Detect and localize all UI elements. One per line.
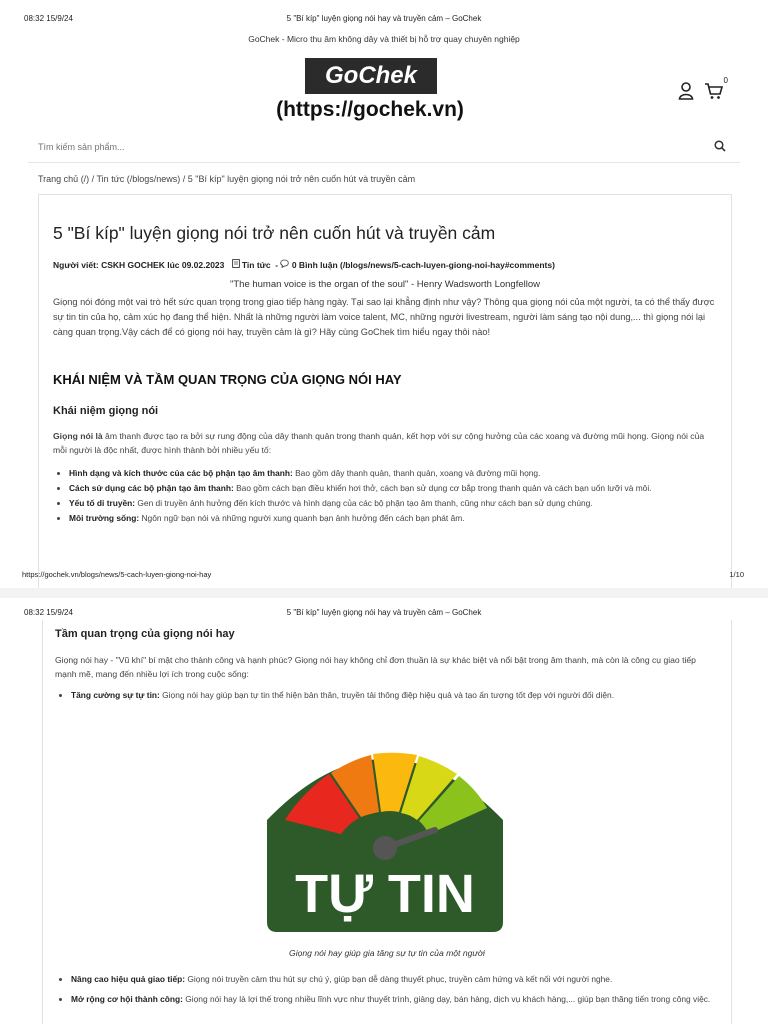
list-item-text: Bao gồm cách bạn điều khiển hơi thở, cách bạn sử dụng cơ bắp trong thanh quản và cách bạn uốn lưỡi và môi. xyxy=(233,483,652,493)
print-page-number: 1/10 xyxy=(729,570,744,579)
site-logo-url[interactable]: (https://gochek.vn) xyxy=(276,98,464,121)
list-item-text: Giọng nói truyền cảm thu hút sự chú ý, giúp bạn dễ dàng thuyết phục, truyền cảm hứng và kết nối với người nghe. xyxy=(185,974,613,984)
print-date: 08:32 15/9/24 xyxy=(24,14,73,23)
account-icon[interactable] xyxy=(678,82,694,105)
list-item-text: Ngôn ngữ bạn nói và những người xung quanh bạn ảnh hưởng đến cách bạn phát âm. xyxy=(139,513,465,523)
cart-count: 0 xyxy=(723,76,728,85)
list-item-text: Gen di truyền ảnh hưởng đến kích thước và hình dạng của các bộ phận tạo âm thanh, cũng như cách bạn sử dụng chúng. xyxy=(135,498,593,508)
confidence-gauge-image xyxy=(267,736,503,932)
list-item xyxy=(71,972,737,986)
site-tagline: GoChek - Micro thu âm không dây và thiết bị hỗ trợ quay chuyên nghiệp xyxy=(248,34,520,44)
search-icon[interactable] xyxy=(714,139,728,153)
list-item-label: Nâng cao hiệu quả giao tiếp: xyxy=(71,974,186,984)
list-item xyxy=(69,512,735,525)
subheading-importance: Tầm quan trọng của giọng nói hay xyxy=(55,628,235,640)
article-container xyxy=(38,194,732,588)
article-quote: "The human voice is the organ of the soul" - Henry Wadsworth Longfellow xyxy=(229,279,541,290)
meta-comments[interactable]: 0 Bình luận (/blogs/news/5-cach-luyen-giong-noi-hay#comments) xyxy=(291,260,555,270)
gauge-hub xyxy=(373,836,397,860)
section-heading: KHÁI NIỆM VÀ TẦM QUAN TRỌNG CỦA GIỌNG NÓI HAY xyxy=(53,372,402,387)
cart-icon[interactable] xyxy=(704,76,728,105)
definition-paragraph xyxy=(53,429,719,457)
print-page-2 xyxy=(0,598,768,1024)
article-title: 5 "Bí kíp" luyện giọng nói trở nên cuốn hút và truyền cảm xyxy=(53,223,496,243)
comment-icon xyxy=(280,260,291,270)
list-item-label: Cách sử dụng các bộ phận tạo âm thanh: xyxy=(69,483,234,493)
meta-category[interactable]: Tin tức xyxy=(241,260,271,270)
article-container-2 xyxy=(42,620,732,1024)
print-date: 08:32 15/9/24 xyxy=(24,608,73,617)
list-item xyxy=(71,689,737,702)
gauge-label: TỰ TIN xyxy=(295,864,475,924)
print-doc-title: 5 "Bí kíp" luyện giọng nói hay và truyền cảm – GoChek xyxy=(286,608,482,617)
importance-paragraph: Giọng nói hay - "Vũ khí" bí mật cho thành công và hạnh phúc? Giọng nói hay không chỉ đơn thuần là sự khác biệt và nổi bật trong âm thanh, mà còn là công cụ giao tiếp mạnh mẽ, mang đến nhiều lợi ích trong cuộc sống: xyxy=(55,655,696,679)
list-item xyxy=(69,467,735,480)
list-item-label: Yếu tố di truyền: xyxy=(69,498,136,508)
list-item-text: Giọng nói hay là lợi thế trong nhiều lĩnh vực như thuyết trình, giảng dạy, bán hàng, dịch vụ khách hàng,... giúp bạn thăng tiến trong công việc. xyxy=(182,994,711,1004)
breadcrumb[interactable]: Trang chủ (/) / Tin tức (/blogs/news) / 5 "Bí kíp" luyện giọng nói trở nên cuốn hút và truyền cảm xyxy=(38,174,416,184)
factor-list xyxy=(53,467,735,527)
meta-author: Người viết: CSKH GOCHEK lúc 09.02.2023 xyxy=(53,260,225,270)
list-item xyxy=(69,497,735,510)
list-item-label: Môi trường sống: xyxy=(69,513,140,523)
list-item-label: Hình dạng và kích thước của các bộ phận tạo âm thanh: xyxy=(69,468,293,478)
list-item xyxy=(69,482,735,495)
article-intro: Giọng nói đóng một vai trò hết sức quan trọng trong giao tiếp hàng ngày. Tại sao lại khẳng định như vậy? Thông qua giọng nói của một người, ta có thể thấy được sự tin tin của họ, cảm xúc họ đang thể hiện. Nhất là những người làm voice talent, MC, những người livestream, người làm sáng tạo nội dung,... thì giọng nói lại càng quan trọng.Vậy cách để có giọng nói hay, truyền cảm là gì? Hãy cùng GoChek tìm hiểu ngay thôi nào! xyxy=(53,297,715,337)
benefit-list xyxy=(55,689,737,704)
list-item xyxy=(71,992,737,1006)
list-item-text: Giọng nói hay giúp bạn tự tin thể hiện bản thân, truyền tải thông điệp hiệu quả và tạo ấn tượng tốt đẹp với người đối diện. xyxy=(159,690,615,700)
print-doc-title: 5 "Bí kíp" luyện giọng nói hay và truyền cảm – GoChek xyxy=(286,14,482,23)
print-footer-url: https://gochek.vn/blogs/news/5-cach-luyen-giong-noi-hay xyxy=(22,570,212,579)
definition-term: Giọng nói là xyxy=(53,431,103,441)
subheading-definition: Khái niệm giọng nói xyxy=(53,405,159,417)
benefit-list-more xyxy=(55,972,737,1012)
header-icons xyxy=(678,76,728,105)
search-bar xyxy=(28,134,740,163)
list-item-text: Bao gồm dây thanh quản, thanh quản, xoang và đường mũi họng. xyxy=(292,468,541,478)
list-item-label: Mở rộng cơ hội thành công: xyxy=(71,994,183,1004)
article-meta: Người viết: CSKH GOCHEK lúc 09.02.2023 Tin tức - 0 Bình luận (/blogs/news/5-cach-luyen-giong-noi-hay#comments) xyxy=(53,260,555,270)
site-logo[interactable]: GoChek xyxy=(305,58,437,94)
image-caption: Giọng nói hay giúp gia tăng sự tự tin của một người xyxy=(289,948,485,958)
document-icon xyxy=(229,260,242,270)
list-item-label: Tăng cường sự tự tin: xyxy=(71,690,160,700)
search-input[interactable] xyxy=(38,138,678,156)
definition-text: âm thanh được tạo ra bởi sự rung động của dây thanh quản trong thanh quản, kết hợp với sự cộng hưởng của các xoang và đường mũi họng. Giọng nói của mỗi người là độc nhất, được hình thành bởi nhiều yếu tố: xyxy=(53,431,705,455)
